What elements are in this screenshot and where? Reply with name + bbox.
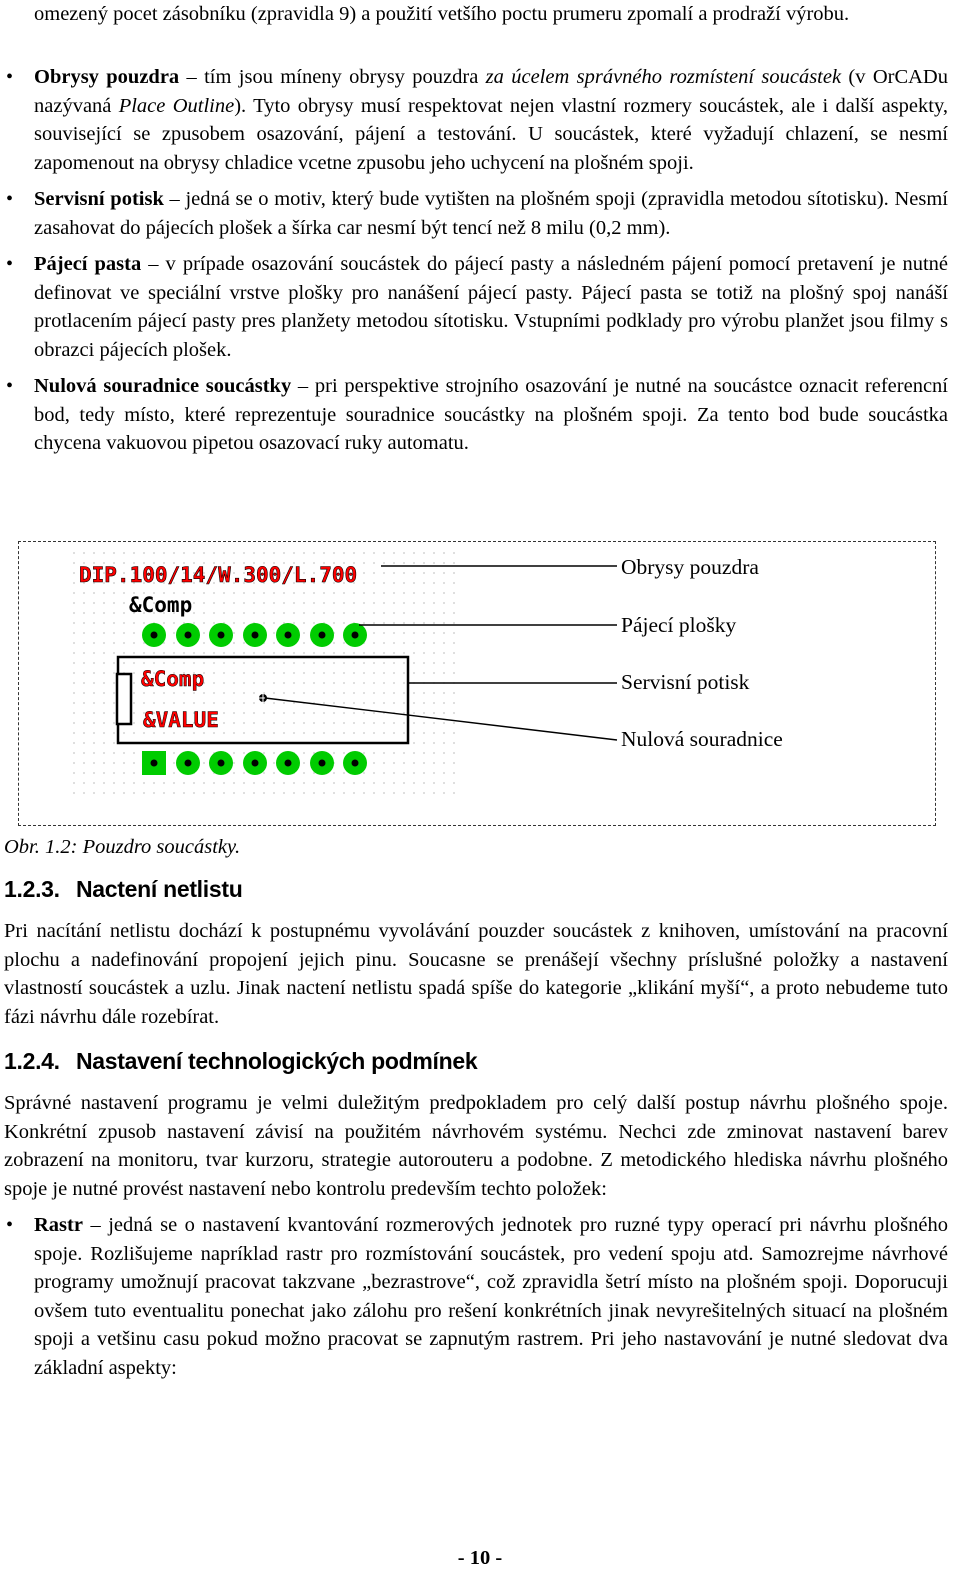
figure-caption: Obr. 1.2: Pouzdro soucástky. [4, 836, 241, 858]
callout-servisni-potisk: Servisní potisk [621, 670, 750, 694]
section-heading: 1.2.3. Nactení netlistu [4, 876, 243, 902]
section-123 [4, 876, 948, 1031]
section-heading: 1.2.4. Nastavení technologických podmínek [4, 1048, 478, 1074]
bullet-servisni-potisk: • Servisní potisk – jedná se o motiv, který bude vytišten na plošném spoji (zpravidla metodou sítotisku). Nesmí zasahovat do pájecích plošek a šírka car nesmí být tencí než 8 milu (0,2 mm). [4, 185, 948, 242]
bullet-rastr: • Rastr – jedná se o nastavení kvantování rozmerových jednotek pro ruzné typy operací pri návrhu plošného spoje. Rozlišujeme napríklad rastr pro rozmístování soucástek, pro vedení spoju atd. Samozrejme návrhové programy umožnují pracovat takzvane „bezrastrove“, což zpravidla šetrí místo na plošném spoji. Doporucuji ovšem tuto eventualitu ponechat jako zálohu pro rešení konkrétních jinak nevyrešitelných situací na plošném spoji a vetšinu casu pokud možno pracovat se zapnutým rastrem. Pri jeho nastavování je nutné sledovat dva základní aspekty: [4, 1211, 948, 1382]
page-number: - 10 - [457, 1547, 503, 1569]
footprint-figure [18, 541, 936, 826]
bullet-obrysy: • Obrysy pouzdra – tím jsou míneny obrysy pouzdra za úcelem správného rozmístení soucástek (v OrCADu nazývaná Place Outline). Tyto obrysy musí respektovat nejen vlastní rozmery soucástek, ale i další aspekty, související se zpusobem osazování, pájení a testování. U soucástek, které vyžadují chlazení, se nesmí zapomenout na obrysy chladice vcetne zpusobu jeho uchycení na plošném spoji. [4, 63, 948, 177]
footprint-name-label: DIP.100/14/W.300/L.700 [79, 563, 358, 587]
value-label-body: &VALUE [143, 708, 219, 732]
leader-nulova [265, 698, 617, 740]
bullet-list-top [4, 63, 948, 466]
leader-lines [19, 542, 937, 827]
term: Pájecí pasta [34, 253, 142, 275]
term: Rastr [34, 1214, 83, 1236]
comp-ref-label-body: &Comp [141, 667, 205, 691]
section-text: Správné nastavení programu je velmi duležitým predpokladem pro celý další postup návrhu plošného spoje. Konkrétní zpusob nastavení závisí na použitém návrhovém systému. Nechci zde zminovat nastavení barev zobrazení na monitoru, tvar kurzoru, strategie autorouteru a podobne. Z metodického hlediska návrhu plošného spoje je nutné provést nastavení nebo kontrolu predevším techto položek: [4, 1092, 948, 1200]
term: Servisní potisk [34, 188, 164, 210]
bullet-nulova-souradnice: • Nulová souradnice soucástky – pri perspektive strojního osazování je nutné na soucástce oznacit referencní bod, tedy místo, které reprezentuje souradnice soucástky na plošném spoji. Za tento bod bude soucástka chycena vakuovou pipetou osazovací ruky automatu. [4, 372, 948, 458]
comp-ref-label-top: &Comp [129, 593, 193, 617]
callout-obrysy: Obrysy pouzdra [621, 555, 759, 579]
continuation-text: omezený pocet zásobníku (zpravidla 9) a použití vetšího poctu prumeru zpomalí a prodraží výrobu. [34, 3, 850, 25]
bullet-pajeci-pasta: • Pájecí pasta – v prípade osazování soucástek do pájecí pasty a následném pájení pomocí pretavení je nutné definovat ve speciální vrstve plošky pro nanášení pájecí pasty. Pájecí pasta se totiž na plošný spoj nanáší protlacením pájecí pasty pres planžety metodou sítotisku. Vstupními podklady pro výrobu planžet jsou filmy s obrazci pájecích plošek. [4, 250, 948, 364]
term: Obrysy pouzdra [34, 66, 180, 88]
section-text: Pri nacítání netlistu dochází k postupnému vyvolávání pouzder soucástek z knihoven, umístování na pracovní plochu a nadefinování propojení jejich pinu. Soucasne se prenášejí všechny príslušné položky a nastavení vlastností soucástek a uzlu. Jinak nactení netlistu spadá spíše do kategorie „klikání myší“, a proto nebudeme tuto fázi návrhu dále rozebírat. [4, 920, 948, 1028]
section-124 [4, 1048, 948, 1390]
callout-nulova-souradnice: Nulová souradnice [621, 727, 783, 751]
callout-pajeci-plosky: Pájecí plošky [621, 613, 737, 637]
term: Nulová souradnice soucástky [34, 375, 292, 397]
